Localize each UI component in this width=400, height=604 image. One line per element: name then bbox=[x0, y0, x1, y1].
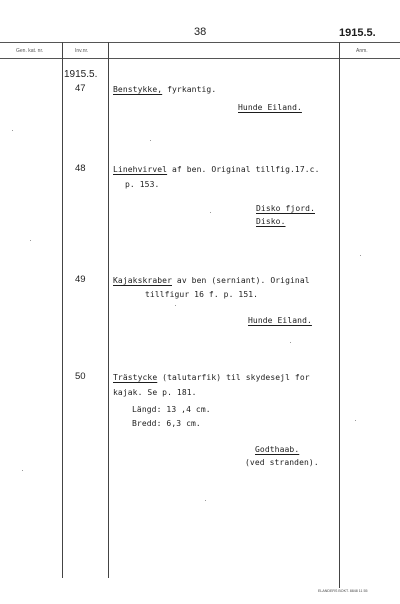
entry-description: tillfigur 16 f. p. 151. bbox=[145, 290, 259, 299]
entry-location: Disko fjord. bbox=[256, 204, 315, 213]
page-number: 38 bbox=[194, 26, 207, 38]
scan-speck bbox=[175, 305, 176, 306]
section-date: 1915.5. bbox=[64, 69, 98, 80]
scan-speck bbox=[290, 342, 291, 343]
column-rule-2 bbox=[108, 42, 109, 578]
entry-title-line bbox=[113, 165, 320, 174]
entry-measurement: Bredd: 6,3 cm. bbox=[132, 419, 201, 428]
header-date: 1915.5. bbox=[339, 27, 376, 39]
entry-title-line bbox=[113, 276, 310, 285]
entry-location: Disko. bbox=[256, 217, 286, 226]
entry-description: kajak. Se p. 181. bbox=[113, 388, 197, 397]
header-top-rule bbox=[0, 42, 400, 43]
scan-speck bbox=[210, 212, 211, 213]
entry-location: (ved stranden). bbox=[245, 458, 319, 467]
entry-location: Godthaab. bbox=[255, 445, 300, 454]
scan-speck bbox=[205, 500, 206, 501]
entry-number: 49 bbox=[75, 274, 86, 285]
entry-number: 47 bbox=[75, 83, 86, 94]
entry-description: af ben. Original tillfig.17.c. bbox=[172, 165, 320, 174]
column-header-inv: Inv.nr. bbox=[75, 48, 89, 54]
entry-location: Hunde Eiland. bbox=[248, 316, 312, 325]
entry-title-line bbox=[113, 85, 216, 94]
entry-description: (talutarfik) til skydesejl for bbox=[162, 373, 310, 382]
column-header-anm: Anm. bbox=[356, 48, 368, 54]
scan-speck bbox=[360, 255, 361, 256]
entry-number: 48 bbox=[75, 163, 86, 174]
column-header-gen-kat: Gen. kat. nr. bbox=[16, 48, 44, 54]
entry-description: p. 153. bbox=[125, 180, 160, 189]
entry-description: av ben (serniant). Original bbox=[176, 276, 310, 285]
entry-title: Kajakskraber bbox=[113, 276, 172, 285]
scan-speck bbox=[355, 420, 356, 421]
entry-title: Trästycke bbox=[113, 373, 158, 382]
entry-number: 50 bbox=[75, 371, 86, 382]
scan-speck bbox=[22, 470, 23, 471]
scan-speck bbox=[30, 240, 31, 241]
entry-title: Benstykke, bbox=[113, 85, 163, 94]
entry-measurement: Längd: 13 ,4 cm. bbox=[132, 405, 211, 414]
entry-title: Linehvirvel bbox=[113, 165, 168, 174]
entry-location: Hunde Eiland. bbox=[238, 103, 302, 112]
scan-speck bbox=[150, 140, 151, 141]
scan-speck bbox=[12, 130, 13, 131]
column-rule-3 bbox=[339, 42, 340, 588]
footer-imprint: ELANDERS BOKT. 8848 11 55 bbox=[318, 589, 368, 593]
column-rule-1 bbox=[62, 42, 63, 578]
entry-title-line bbox=[113, 373, 310, 382]
entry-description: fyrkantig. bbox=[167, 85, 217, 94]
header-bottom-rule bbox=[0, 58, 400, 59]
